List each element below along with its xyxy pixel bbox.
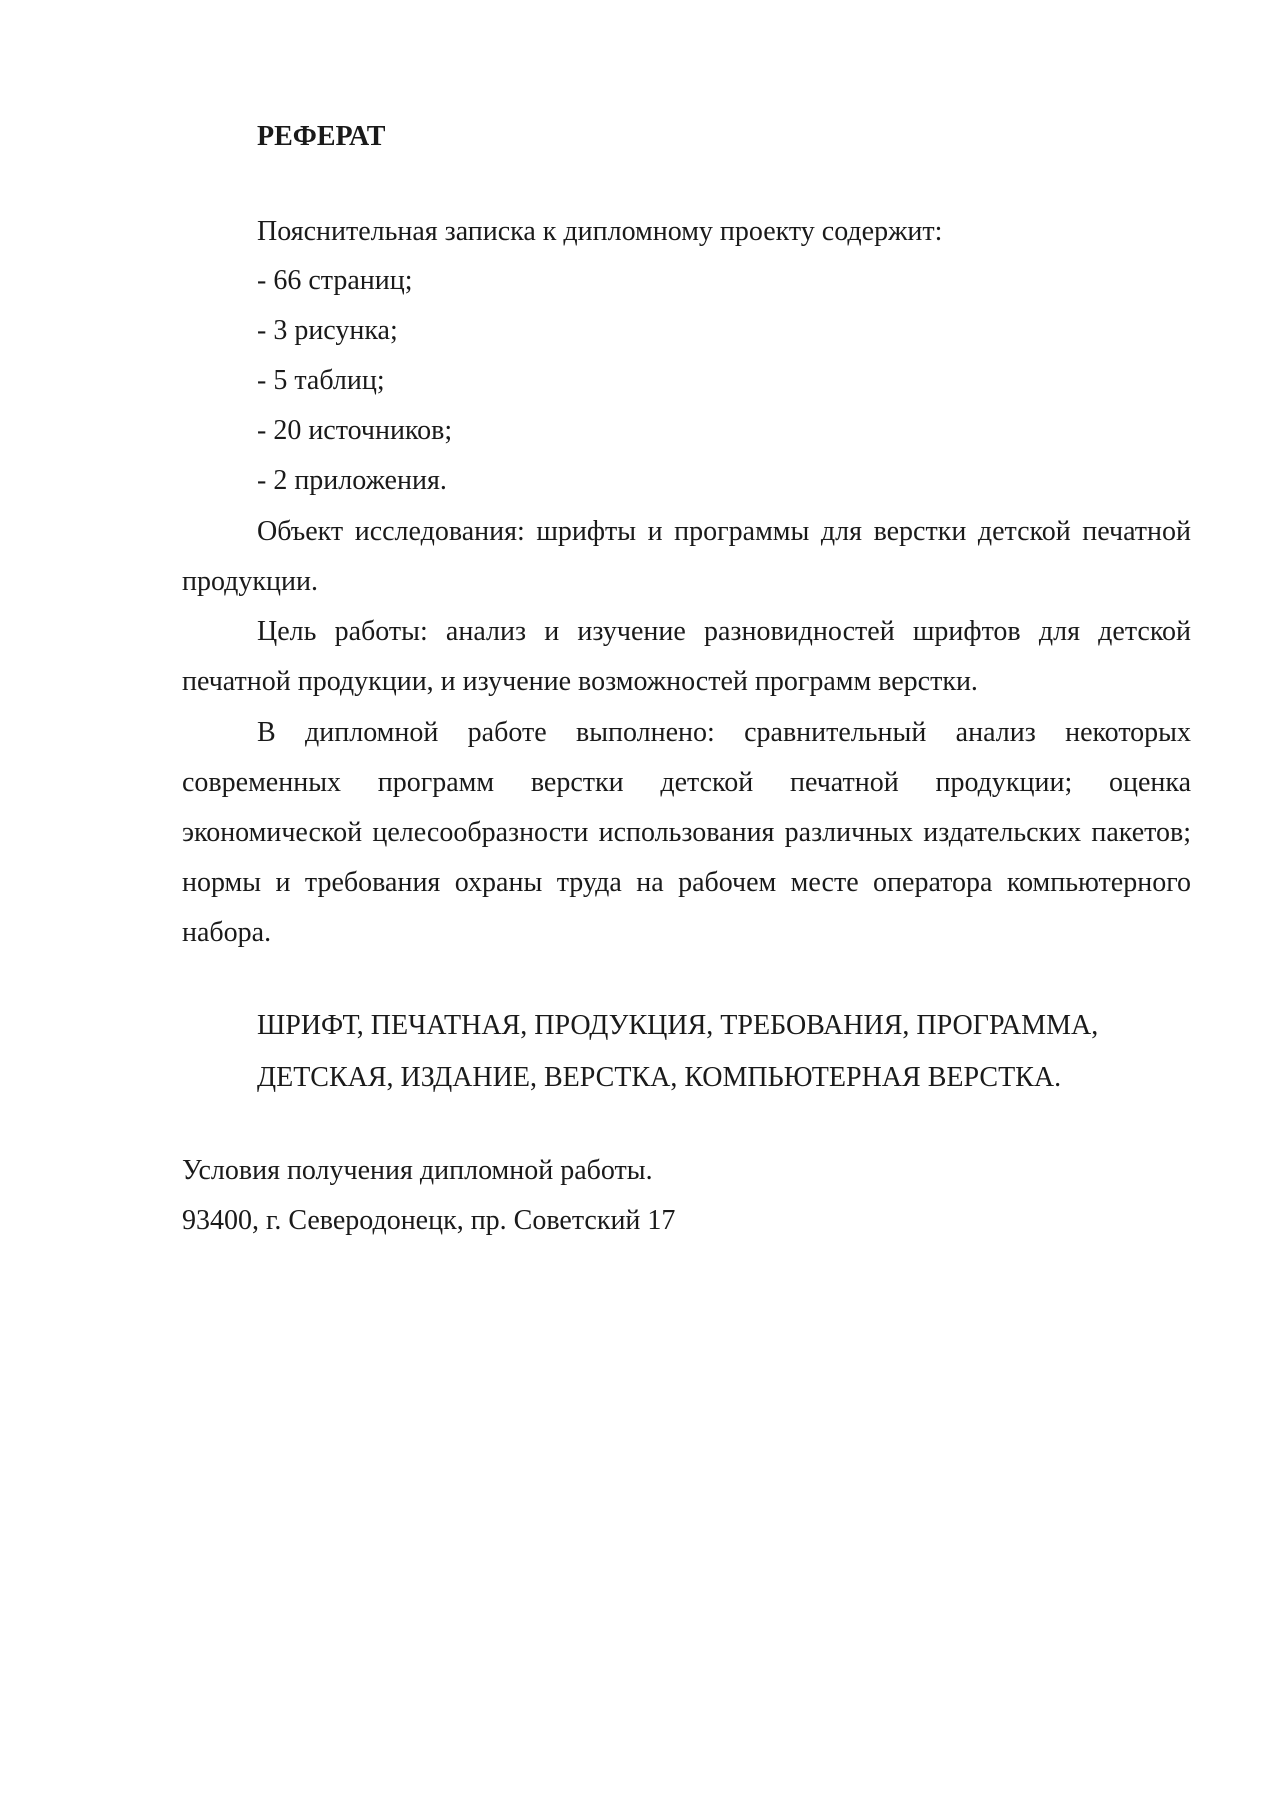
list-item: - 20 источников; — [257, 415, 453, 446]
keywords-paragraph: ШРИФТ, ПЕЧАТНАЯ, ПРОДУКЦИЯ, ТРЕБОВАНИЯ, ПРОГРАММА, ДЕТСКАЯ, ИЗДАНИЕ, ВЕРСТКА, КОМПЬЮТЕРНАЯ ВЕРСТКА. — [257, 1010, 1099, 1093]
completed-work-paragraph: В дипломной работе выполнено: сравнительный анализ некоторых современных программ верстки детской печатной продукции; оценка экономической целесообразности использования различных издательских пакетов; нормы и требования охраны труда на рабочем месте оператора компьютерного набора. — [182, 717, 1191, 948]
list-item: - 3 рисунка; — [257, 315, 398, 346]
conditions-label: Условия получения дипломной работы. — [182, 1155, 653, 1186]
goal-paragraph: Цель работы: анализ и изучение разновидностей шрифтов для детской печатной продукции, и изучение возможностей программ верстки. — [182, 616, 1191, 697]
address-line: 93400, г. Северодонецк, пр. Советский 17 — [182, 1205, 676, 1236]
object-of-research-paragraph: Объект исследования: шрифты и программы для верстки детской печатной продукции. — [182, 516, 1191, 597]
list-item: - 2 приложения. — [257, 465, 447, 496]
list-item: - 5 таблиц; — [257, 365, 385, 396]
intro-paragraph: Пояснительная записка к дипломному проекту содержит: — [257, 216, 943, 247]
page-title: РЕФЕРАТ — [257, 121, 386, 152]
list-item: - 66 страниц; — [257, 265, 413, 296]
